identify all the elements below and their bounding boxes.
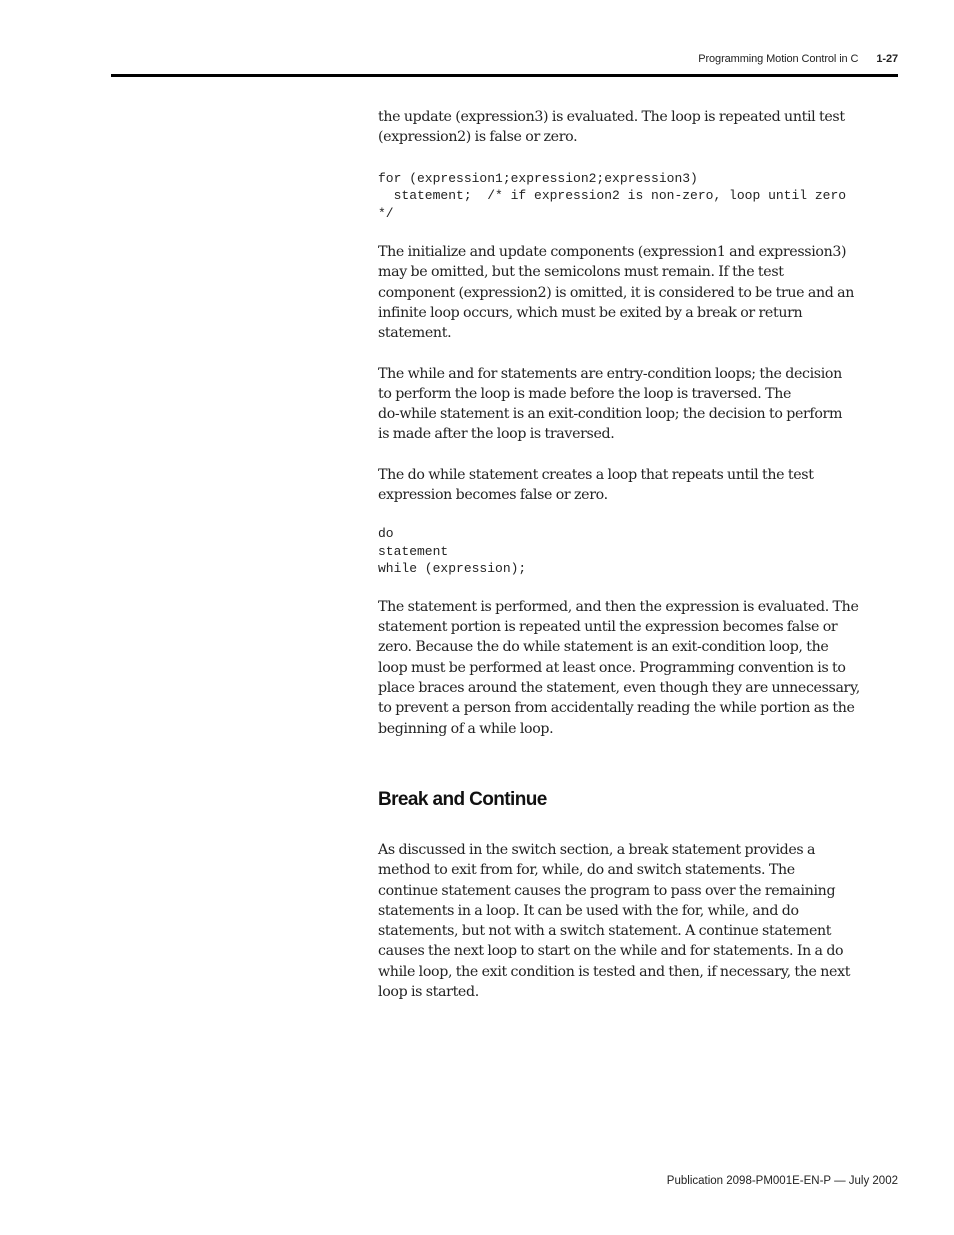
paragraph-update-expression: the update (expression3) is evaluated. The loop is repeated until test (expression2) is false or zero. xyxy=(378,109,845,146)
page-number: 1-27 xyxy=(876,53,898,65)
paragraph-entry-condition: The while and for statements are entry-condition loops; the decision to perform the loop is made before the loop is traversed. The do-while statement is an exit-condition loop; the decision to perform is made after the loop is traversed. xyxy=(378,365,843,443)
paragraph-statement-performed: The statement is performed, and then the expression is evaluated. The statement portion is repeated until the expression becomes false or zero. Because the do while statement is an exit-condition loop, the loop must be performed at least once. Programming convention is to place braces around the statement, even though they are unnecessary, to prevent a person from accidentally reading the while portion as the beginning of a while loop. xyxy=(378,598,860,737)
running-header-title: Programming Motion Control in C xyxy=(698,53,859,65)
code-for-loop: for (expression1;expression2;expression3) statement; /* if expression2 is non-zero, loop until zero */ xyxy=(378,170,847,221)
code-do-while: do statement while (expression); xyxy=(378,526,527,577)
paragraph-do-while: The do while statement creates a loop that repeats until the test expression becomes false or zero. xyxy=(378,466,814,504)
paragraph-initialize-update: The initialize and update components (expression1 and expression3) may be omitted, but the semicolons must remain. If the test component (expression2) is omitted, it is considered to be true and an infinite loop occurs, which must be exited by a break or return statement. xyxy=(378,244,855,342)
header-rule xyxy=(111,74,898,77)
publication-footer: Publication 2098-PM001E-EN-P — July 2002 xyxy=(666,1175,898,1187)
paragraph-break-continue: As discussed in the switch section, a break statement provides a method to exit from for, while, do and switch statements. The continue statement causes the program to pass over the remaining statements in a loop. It can be used with the for, while, and do statements, but not with a switch statement. A continue statement causes the next loop to start on the while and for statements. In a do while loop, the exit condition is tested and then, if necessary, the next loop is started. xyxy=(378,841,851,1001)
section-heading: Break and Continue xyxy=(378,788,547,810)
running-header xyxy=(698,53,898,65)
page-content xyxy=(378,107,898,1002)
